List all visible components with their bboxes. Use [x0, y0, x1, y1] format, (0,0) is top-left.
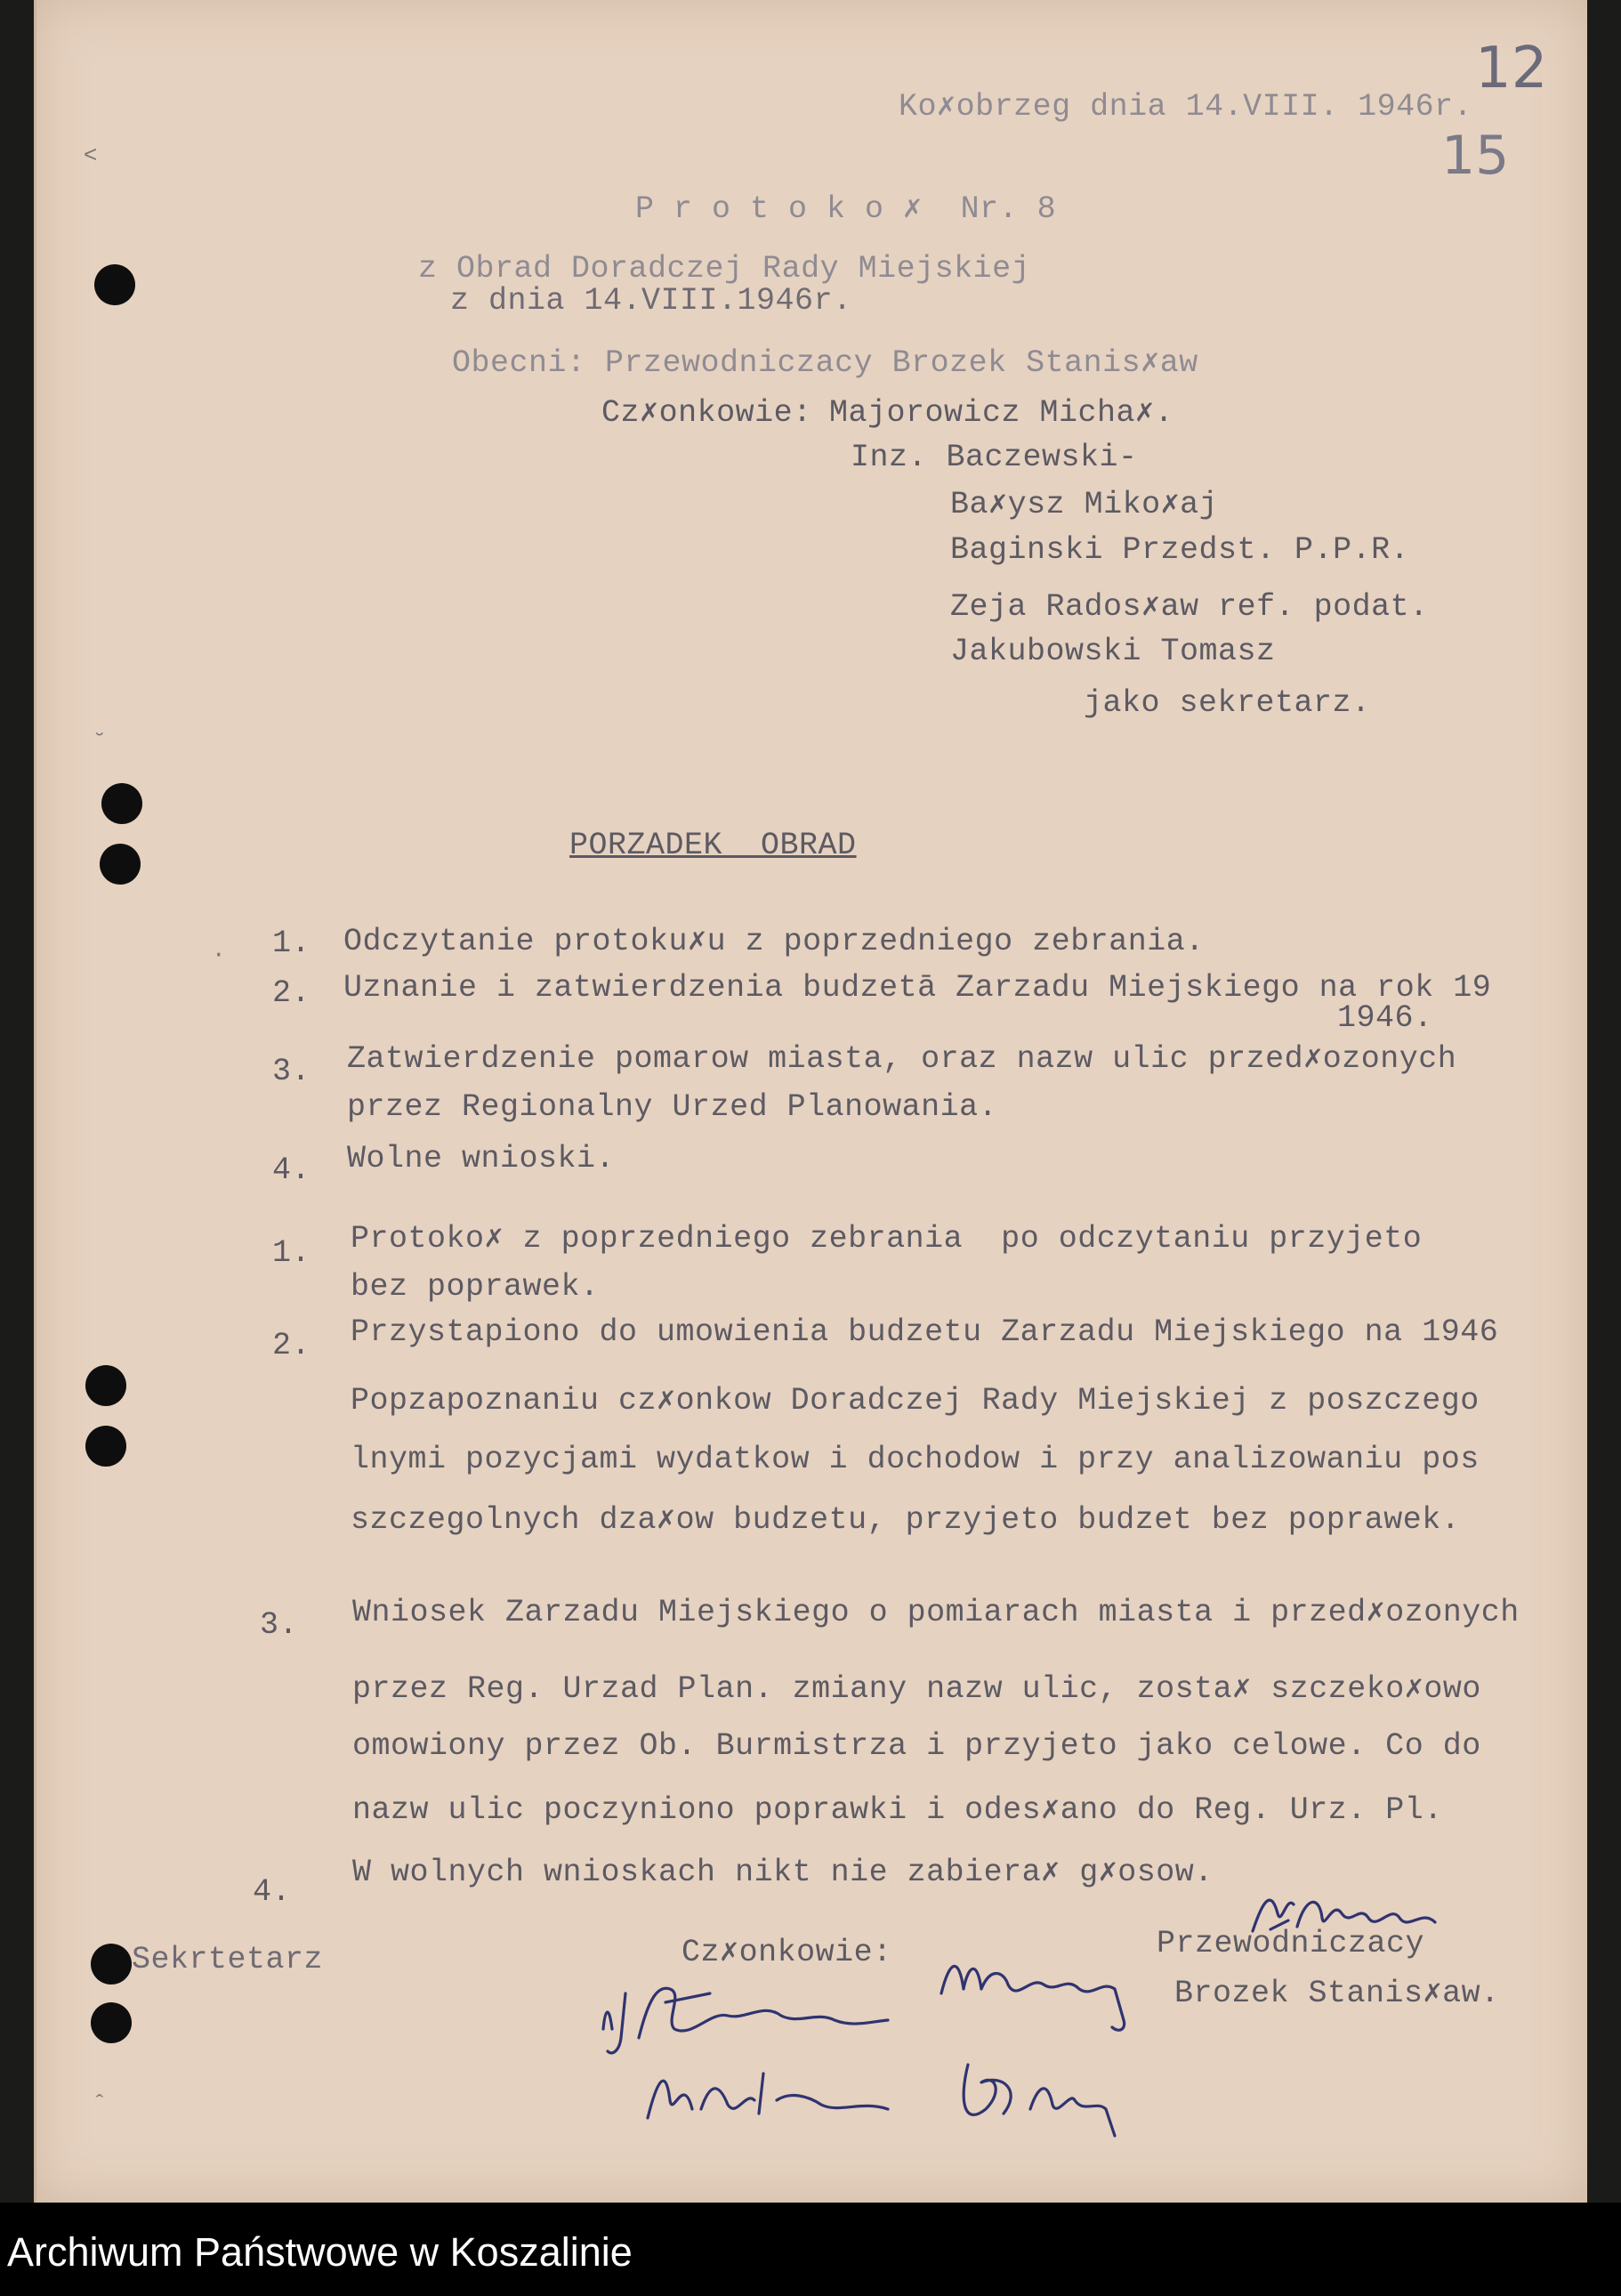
- member-3: Ba✗ysz Miko✗aj: [950, 487, 1219, 522]
- agenda-item-number: 4.: [272, 1152, 311, 1188]
- proceeding-number: 3.: [260, 1607, 299, 1643]
- agenda-heading: PORZADEK OBRAD: [569, 828, 857, 863]
- agenda-item-text: Wolne wnioski.: [347, 1141, 616, 1176]
- punch-hole: [85, 1426, 126, 1467]
- member-signature-balysz: [630, 2047, 915, 2145]
- chair-name: Brozek Stanis✗aw.: [1174, 1976, 1500, 2011]
- members-label: Cz✗onkowie:: [601, 395, 812, 431]
- proceeding-text: lnymi pozycjami wydatkow i dochodow i przy analizowaniu pos: [351, 1442, 1480, 1477]
- protocol-subtitle-1: z Obrad Doradczej Rady Miejskiej: [418, 251, 1031, 287]
- proceeding-text: nazw ulic poczyniono poprawki i odes✗ano do Reg. Urz. Pl.: [352, 1792, 1443, 1828]
- agenda-item-text: Odczytanie protoku✗u z poprzedniego zebrania.: [343, 924, 1205, 959]
- present-line: Obecni: Przewodniczacy Brozek Stanis✗aw: [452, 345, 1198, 381]
- member-signature-majorowicz: [923, 1940, 1155, 2038]
- punch-hole: [91, 1944, 132, 1985]
- punch-hole: [94, 264, 135, 305]
- proceeding-number: 1.: [272, 1235, 311, 1271]
- secretary-label: Sekrtetarz: [132, 1942, 324, 1977]
- document-page: [34, 0, 1587, 2203]
- chair-label: Przewodniczacy: [1157, 1926, 1425, 1961]
- punch-hole: [91, 2002, 132, 2043]
- archive-name: Archiwum Państwowe w Koszalinie: [7, 2229, 633, 2275]
- archive-footer-bar: [0, 2203, 1621, 2296]
- proceeding-number: 2.: [272, 1328, 311, 1363]
- punch-hole: [85, 1365, 126, 1406]
- page-number-handwritten: 12: [1475, 36, 1548, 101]
- agenda-item-number: 1.: [272, 926, 311, 961]
- margin-mark: ˂: [84, 142, 98, 169]
- proceeding-text: Przystapiono do umowienia budzetu Zarzadu Miejskiego na 1946: [351, 1314, 1499, 1350]
- member-6-role: jako sekretarz.: [1084, 685, 1371, 721]
- member-2: Inz. Baczewski-: [851, 440, 1138, 475]
- member-signature-baginski: [941, 2038, 1137, 2154]
- agenda-item-text: Uznanie i zatwierdzenia budzetā Zarzadu Miejskiego na rok 19: [343, 970, 1492, 1006]
- member-4: Baginski Przedst. P.P.R.: [950, 532, 1410, 568]
- proceeding-text: omowiony przez Ob. Burmistrza i przyjeto jako celowe. Co do: [352, 1728, 1481, 1764]
- member-1: Majorowicz Micha✗.: [829, 395, 1174, 431]
- margin-mark: ˆ: [93, 2091, 107, 2118]
- proceeding-number: 4.: [253, 1874, 292, 1910]
- punch-hole: [100, 844, 141, 885]
- proceeding-text: bez poprawek.: [351, 1269, 600, 1305]
- agenda-item-number: 3.: [272, 1054, 311, 1089]
- chair-signature: [1235, 1878, 1466, 1949]
- proceeding-text: Wniosek Zarzadu Miejskiego o pomiarach miasta i przed✗ozonych: [352, 1595, 1520, 1630]
- members-signature-label: Cz✗onkowie:: [681, 1935, 892, 1970]
- protocol-title: P r o t o k o ✗ Nr. 8: [635, 191, 1057, 227]
- page-number-handwritten-secondary: 15: [1441, 125, 1510, 187]
- proceeding-text: Popzapoznaniu cz✗onkow Doradczej Rady Miejskiej z poszczego: [351, 1383, 1480, 1419]
- place-date: Ko✗obrzeg dnia 14.VIII. 1946r.: [899, 89, 1473, 125]
- proceeding-text: Protoko✗ z poprzedniego zebrania po odczytaniu przyjeto: [351, 1221, 1423, 1257]
- agenda-item-number: 2.: [272, 975, 311, 1011]
- agenda-item-text-cont: przez Regionalny Urzed Planowania.: [347, 1089, 998, 1125]
- page-edge: [34, 0, 36, 2203]
- member-6: Jakubowski Tomasz: [950, 634, 1276, 669]
- member-5: Zeja Rados✗aw ref. podat.: [950, 589, 1429, 625]
- punch-hole: [101, 783, 142, 824]
- agenda-item-text-cont: 1946.: [1337, 1000, 1433, 1036]
- margin-mark: ·: [212, 942, 226, 968]
- protocol-subtitle-2: z dnia 14.VIII.1946r.: [450, 283, 852, 319]
- proceeding-text: przez Reg. Urzad Plan. zmiany nazw ulic, zosta✗ szczeko✗owo: [352, 1671, 1481, 1707]
- margin-mark: ˘: [93, 730, 107, 756]
- proceeding-text: szczegolnych dza✗ow budzetu, przyjeto budzet bez poprawek.: [351, 1502, 1461, 1538]
- proceeding-text: W wolnych wnioskach nikt nie zabiera✗ g✗osow.: [352, 1855, 1214, 1890]
- agenda-item-text: Zatwierdzenie pomarow miasta, oraz nazw ulic przed✗ozonych: [347, 1041, 1457, 1077]
